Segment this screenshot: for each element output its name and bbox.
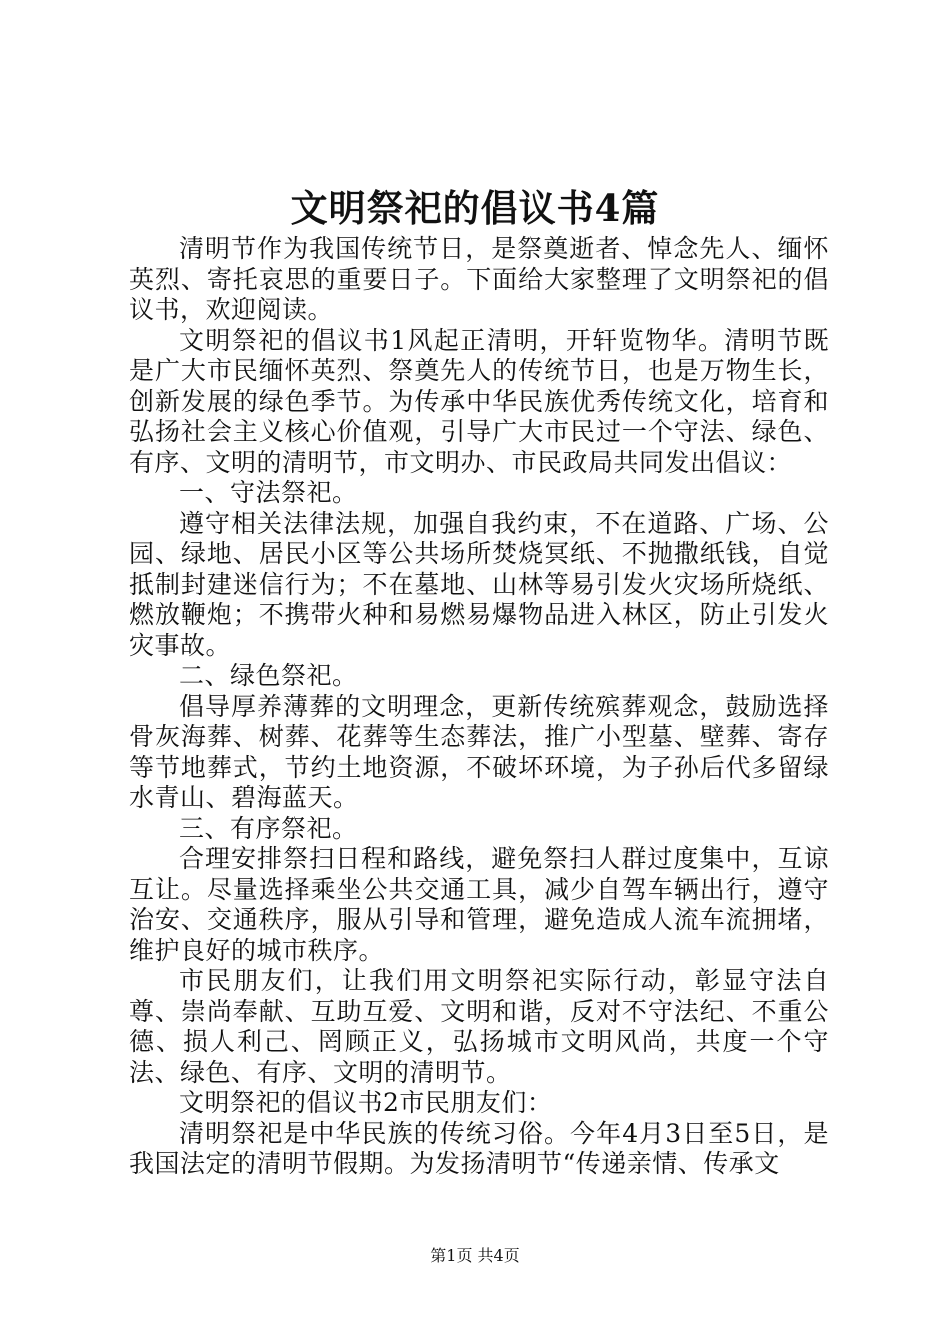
page-footer: 第1页 共4页 xyxy=(430,1246,520,1265)
section-heading-lawful: 一、守法祭祀。 xyxy=(179,478,358,507)
document-title: 文明祭祀的倡议书4篇 xyxy=(290,186,660,230)
paragraph-letter-2-heading: 文明祭祀的倡议书2市民朋友们： xyxy=(179,1088,553,1117)
paragraph-green: 倡导厚养薄葬的文明理念，更新传统殡葬观念，鼓励选择骨灰海葬、树葬、花葬等生态葬法，推广小型墓、壁葬、寄存等节地葬式，节约土地资源，不破坏环境，为子孙后代多留绿水青山、碧海蓝天。 xyxy=(129,691,829,812)
paragraph-letter-2-body: 清明祭祀是中华民族的传统习俗。今年4月3日至5日，是我国法定的清明节假期。为发扬清明节“传递亲情、传承文 xyxy=(129,1118,829,1178)
paragraph-letter-1-opening: 文明祭祀的倡议书1风起正清明，开轩览物华。清明节既是广大市民缅怀英烈、祭奠先人的传统节日，也是万物生长，创新发展的绿色季节。为传承中华民族优秀传统文化，培育和弘扬社会主义核心价值观，引导广大市民过一个守法、绿色、有序、文明的清明节，市文明办、市民政局共同发出倡议： xyxy=(129,325,829,477)
paragraph-lawful: 遵守相关法律法规，加强自我约束，不在道路、广场、公园、绿地、居民小区等公共场所焚烧冥纸、不抛撒纸钱，自觉抵制封建迷信行为；不在墓地、山林等易引发火灾场所烧纸、燃放鞭炮；不携带火种和易燃易爆物品进入林区，防止引发火灾事故。 xyxy=(129,508,829,660)
document-body xyxy=(129,234,829,1180)
paragraph-intro: 清明节作为我国传统节日，是祭奠逝者、悼念先人、缅怀英烈、寄托哀思的重要日子。下面给大家整理了文明祭祀的倡议书，欢迎阅读。 xyxy=(129,234,829,324)
section-heading-orderly: 三、有序祭祀。 xyxy=(179,813,358,843)
paragraph-orderly: 合理安排祭扫日程和路线，避免祭扫人群过度集中，互谅互让。尽量选择乘坐公共交通工具，减少自驾车辆出行，遵守治安、交通秩序，服从引导和管理，避免造成人流车流拥堵，维护良好的城市秩序。 xyxy=(129,844,829,965)
section-heading-green: 二、绿色祭祀。 xyxy=(179,661,358,690)
paragraph-closing: 市民朋友们，让我们用文明祭祀实际行动，彰显守法自尊、崇尚奉献、互助互爱、文明和谐，反对不守法纪、不重公德、损人利己、罔顾正义，弘扬城市文明风尚，共度一个守法、绿色、有序、文明的清明节。 xyxy=(129,966,829,1087)
